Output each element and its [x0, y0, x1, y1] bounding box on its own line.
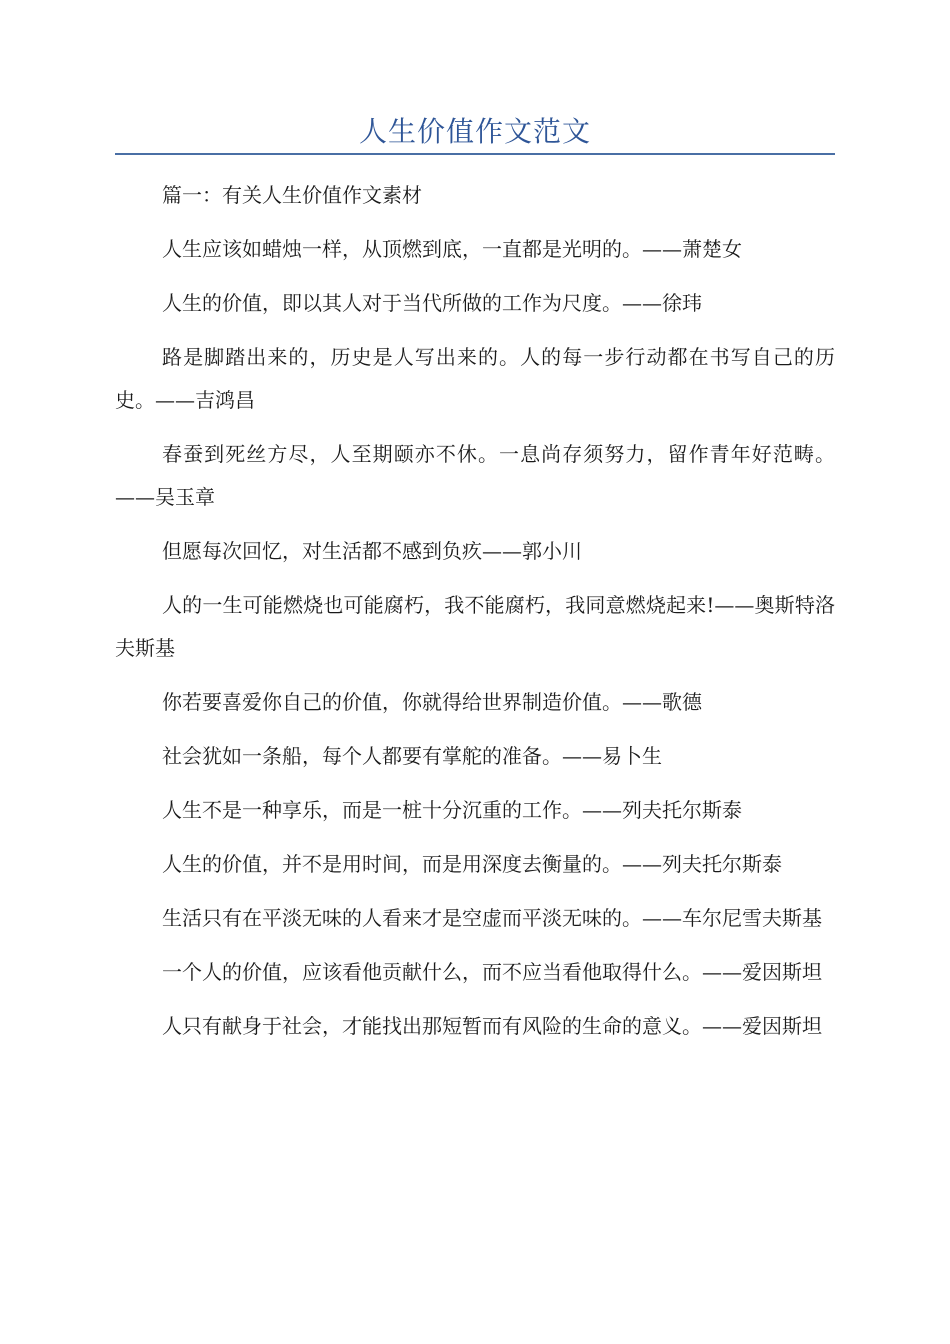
- quote-paragraph: 人生不是一种享乐，而是一桩十分沉重的工作。——列夫托尔斯泰: [162, 798, 742, 822]
- quote-paragraph: 生活只有在平淡无味的人看来才是空虚而平淡无味的。——车尔尼雪夫斯基: [162, 906, 822, 930]
- quote-paragraph: 社会犹如一条船，每个人都要有掌舵的准备。——易卜生: [162, 744, 662, 768]
- quote-paragraph: 人的一生可能燃烧也可能腐朽，我不能腐朽，我同意燃烧起来!——奥斯特洛夫斯基: [115, 593, 835, 660]
- quote-paragraph: 人生的价值，并不是用时间，而是用深度去衡量的。——列夫托尔斯泰: [162, 852, 782, 876]
- quote-paragraph: 但愿每次回忆，对生活都不感到负疚——郭小川: [162, 539, 582, 563]
- quote-paragraph: 人只有献身于社会，才能找出那短暂而有风险的生命的意义。——爱因斯坦: [162, 1014, 822, 1038]
- section-heading: 篇一：有关人生价值作文素材: [162, 183, 422, 207]
- title-underline: [115, 153, 835, 155]
- quote-paragraph: 春蚕到死丝方尽，人至期颐亦不休。一息尚存须努力，留作青年好范畴。——吴玉章: [115, 442, 835, 509]
- quote-paragraph: 人生的价值，即以其人对于当代所做的工作为尺度。——徐玮: [162, 291, 702, 315]
- quote-paragraph: 人生应该如蜡烛一样，从顶燃到底，一直都是光明的。——萧楚女: [162, 237, 742, 261]
- quote-paragraph: 你若要喜爱你自己的价值，你就得给世界制造价值。——歌德: [162, 690, 702, 714]
- quote-paragraph: 一个人的价值，应该看他贡献什么，而不应当看他取得什么。——爱因斯坦: [162, 960, 822, 984]
- quote-paragraph: 路是脚踏出来的，历史是人写出来的。人的每一步行动都在书写自己的历史。——吉鸿昌: [115, 345, 835, 412]
- document-title: 人生价值作文范文: [358, 115, 591, 148]
- document-body: [115, 174, 835, 1059]
